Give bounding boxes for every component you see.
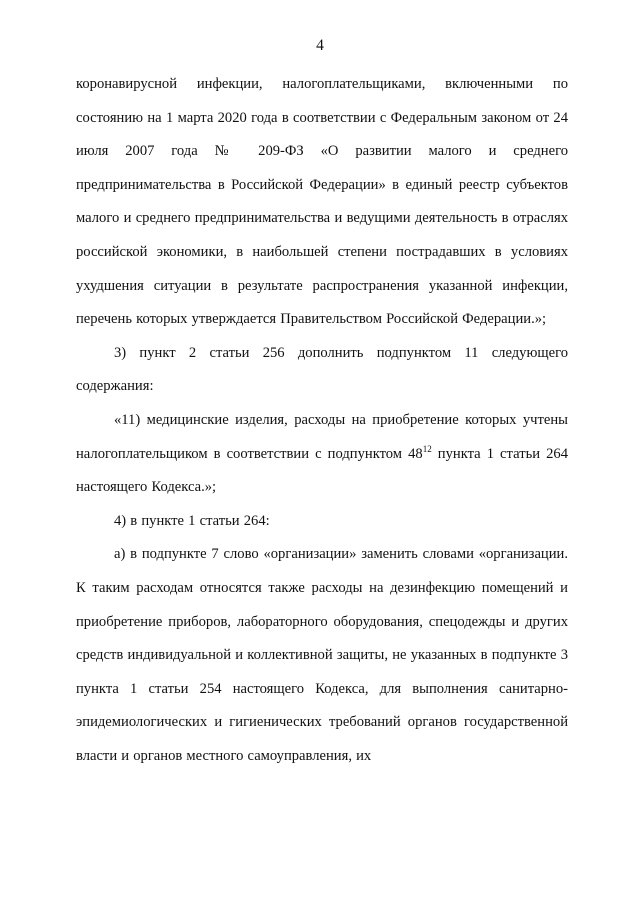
superscript-12: 12: [422, 443, 432, 454]
subitem-11-text: «11) медицинские изделия, расходы на приобретение которых учтены налогоплательщиком в соответствии с подпунктом 48: [76, 411, 568, 462]
document-body: [76, 68, 568, 773]
paragraph-continuation: коронавирусной инфекции, налогоплательщиками, включенными по состоянию на 1 марта 2020 года в соответствии с Федеральным законом от 24 июля 2007 года № 209-ФЗ «О развитии малого и среднего предпринимательства в Российской Федерации» в единый реестр субъектов малого и среднего предпринимательства и ведущими деятельность в отраслях российской экономики, в наибольшей степени пострадавших в условиях ухудшения ситуации в результате распространения указанной инфекции, перечень которых утверждается Правительством Российской Федерации.»;: [76, 76, 568, 328]
paragraph-subitem-a: а) в подпункте 7 слово «организации» заменить словами «организации. К таким расходам относятся также расходы на дезинфекцию помещений и приобретение приборов, лабораторного оборудования, спецодежды и других средств индивидуальной и коллективной защиты, не указанных в подпункте 3 пункта 1 статьи 254 настоящего Кодекса, для выполнения санитарно-эпидемиологических и гигиенических требований органов государственной власти и органов местного самоуправления, их: [76, 546, 568, 764]
paragraph-item-3: 3) пункт 2 статьи 256 дополнить подпунктом 11 следующего содержания:: [76, 344, 568, 395]
paragraph-item-4: 4) в пункте 1 статьи 264:: [114, 512, 270, 529]
paragraph-subitem-11: [76, 404, 568, 505]
page-number: 4: [316, 37, 324, 54]
subitem-11-text-end: пункта 1 статьи 264 настоящего Кодекса.»;: [76, 445, 568, 496]
